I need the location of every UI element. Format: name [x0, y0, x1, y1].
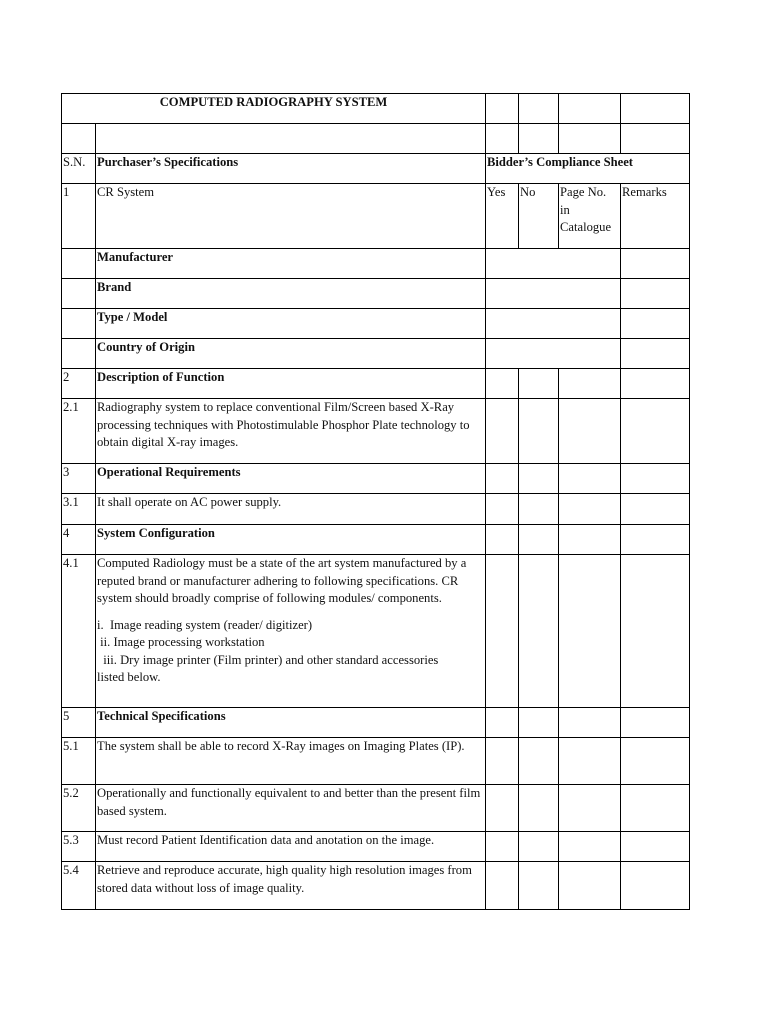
row-text-cell	[96, 555, 486, 708]
empty-cell	[519, 399, 559, 464]
list-item: listed below.	[97, 670, 161, 684]
empty-cell	[559, 555, 621, 708]
empty-cell	[486, 369, 519, 399]
empty-cell	[621, 279, 690, 309]
module-list	[97, 617, 484, 687]
empty-cell	[486, 399, 519, 464]
empty-cell	[519, 832, 559, 862]
empty-cell	[486, 785, 519, 832]
remarks-label: Remarks	[621, 184, 690, 249]
page-no-label: Page No. in Catalogue	[559, 184, 621, 249]
empty-cell	[621, 862, 690, 910]
table-row	[62, 738, 690, 785]
table-title: COMPUTED RADIOGRAPHY SYSTEM	[62, 94, 486, 124]
empty-cell	[519, 708, 559, 738]
table-row	[62, 832, 690, 862]
row-text: Retrieve and reproduce accurate, high quality high resolution images from stored data without loss of image quality.	[96, 862, 486, 910]
empty-cell	[486, 555, 519, 708]
empty-cell	[621, 738, 690, 785]
empty-cell	[519, 94, 559, 124]
empty-cell	[559, 738, 621, 785]
row-sn	[62, 309, 96, 339]
empty-cell	[486, 339, 621, 369]
row-text: Brand	[96, 279, 486, 309]
empty-cell	[96, 124, 486, 154]
empty-cell	[559, 124, 621, 154]
row-text: Description of Function	[96, 369, 486, 399]
empty-cell	[519, 555, 559, 708]
header-row	[62, 154, 690, 184]
blank-row	[62, 124, 690, 154]
empty-cell	[519, 525, 559, 555]
table-row	[62, 785, 690, 832]
empty-cell	[621, 525, 690, 555]
row-text: Operationally and functionally equivalent to and better than the present film based system.	[96, 785, 486, 832]
row-text: Country of Origin	[96, 339, 486, 369]
row-text: CR System	[96, 184, 486, 249]
empty-cell	[486, 279, 621, 309]
empty-cell	[621, 399, 690, 464]
table-row	[62, 369, 690, 399]
empty-cell	[486, 249, 621, 279]
empty-cell	[519, 464, 559, 494]
row-text: System Configuration	[96, 525, 486, 555]
table-row	[62, 862, 690, 910]
empty-cell	[559, 464, 621, 494]
empty-cell	[519, 738, 559, 785]
sn-header: S.N.	[62, 154, 96, 184]
row-sn: 4	[62, 525, 96, 555]
table-row	[62, 464, 690, 494]
empty-cell	[621, 339, 690, 369]
row-text: Operational Requirements	[96, 464, 486, 494]
row-sn	[62, 249, 96, 279]
row-sn: 3	[62, 464, 96, 494]
empty-cell	[559, 785, 621, 832]
empty-cell	[621, 832, 690, 862]
empty-cell	[559, 832, 621, 862]
row-sn: 5.1	[62, 738, 96, 785]
list-item: iii. Dry image printer (Film printer) and other standard accessories	[97, 652, 439, 667]
empty-cell	[621, 494, 690, 525]
empty-cell	[621, 124, 690, 154]
row-sn: 5	[62, 708, 96, 738]
empty-cell	[486, 525, 519, 555]
row-sn: 5.3	[62, 832, 96, 862]
row-sn: 5.4	[62, 862, 96, 910]
table-row	[62, 555, 690, 708]
empty-cell	[519, 369, 559, 399]
empty-cell	[621, 94, 690, 124]
table-row	[62, 279, 690, 309]
specification-table	[61, 93, 690, 910]
empty-cell	[621, 369, 690, 399]
empty-cell	[621, 249, 690, 279]
empty-cell	[519, 124, 559, 154]
table-row	[62, 309, 690, 339]
spec-header: Purchaser’s Specifications	[96, 154, 486, 184]
empty-cell	[559, 708, 621, 738]
table-row	[62, 399, 690, 464]
row-text: The system shall be able to record X-Ray images on Imaging Plates (IP).	[96, 738, 486, 785]
empty-cell	[486, 862, 519, 910]
empty-cell	[559, 862, 621, 910]
table-row	[62, 339, 690, 369]
row-sn: 1	[62, 184, 96, 249]
row-text: Must record Patient Identification data and anotation on the image.	[96, 832, 486, 862]
empty-cell	[486, 708, 519, 738]
row-text: It shall operate on AC power supply.	[96, 494, 486, 525]
row-text: Radiography system to replace conventional Film/Screen based X-Ray processing techniques with Photostimulable Phosphor Plate technology to obtain digital X-ray images.	[96, 399, 486, 464]
row-sn: 2	[62, 369, 96, 399]
empty-cell	[62, 124, 96, 154]
row-sn: 5.2	[62, 785, 96, 832]
empty-cell	[621, 708, 690, 738]
list-item: i. Image reading system (reader/ digitizer)	[97, 617, 313, 632]
empty-cell	[621, 785, 690, 832]
empty-cell	[621, 309, 690, 339]
table-row	[62, 249, 690, 279]
title-row	[62, 94, 690, 124]
no-label: No	[519, 184, 559, 249]
empty-cell	[486, 464, 519, 494]
empty-cell	[519, 862, 559, 910]
empty-cell	[486, 94, 519, 124]
empty-cell	[486, 832, 519, 862]
table-row	[62, 708, 690, 738]
row-sn: 3.1	[62, 494, 96, 525]
compliance-header: Bidder’s Compliance Sheet	[486, 154, 690, 184]
empty-cell	[486, 494, 519, 525]
row-text: Computed Radiology must be a state of the art system manufactured by a reputed brand or manufacturer adhering to following specifications. CR system should broadly comprise of following modules/ components.	[97, 556, 467, 605]
row-text: Type / Model	[96, 309, 486, 339]
list-item: ii. Image processing workstation	[97, 635, 265, 649]
empty-cell	[486, 309, 621, 339]
empty-cell	[519, 494, 559, 525]
empty-cell	[559, 494, 621, 525]
row-sn: 4.1	[62, 555, 96, 708]
empty-cell	[486, 738, 519, 785]
row-sn	[62, 279, 96, 309]
row-text: Technical Specifications	[96, 708, 486, 738]
table-row	[62, 525, 690, 555]
empty-cell	[559, 399, 621, 464]
row-text: Manufacturer	[96, 249, 486, 279]
empty-cell	[559, 369, 621, 399]
empty-cell	[559, 94, 621, 124]
table-row	[62, 494, 690, 525]
table-row	[62, 184, 690, 249]
row-sn: 2.1	[62, 399, 96, 464]
empty-cell	[621, 464, 690, 494]
empty-cell	[621, 555, 690, 708]
empty-cell	[559, 525, 621, 555]
yes-label: Yes	[486, 184, 519, 249]
document-page	[61, 93, 689, 910]
empty-cell	[486, 124, 519, 154]
row-sn	[62, 339, 96, 369]
empty-cell	[519, 785, 559, 832]
